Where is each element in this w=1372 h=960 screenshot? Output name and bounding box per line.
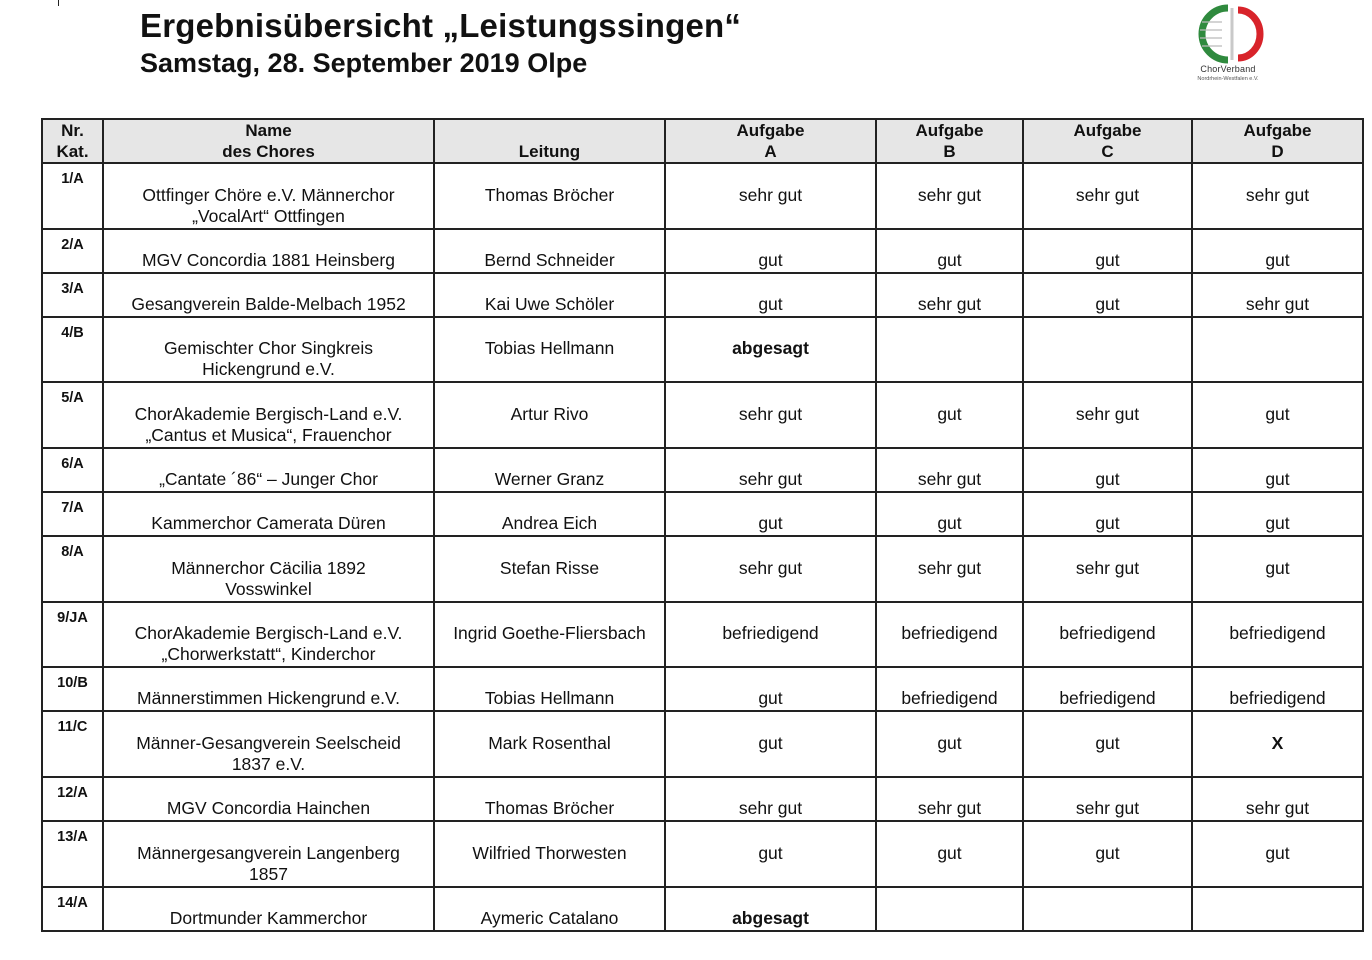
cell-name: Männerchor Cäcilia 1892 Vosswinkel — [103, 536, 434, 602]
cell-aufgabe-a: gut — [665, 711, 876, 777]
cell-name: MGV Concordia Hainchen — [103, 777, 434, 821]
cell-aufgabe-b: sehr gut — [876, 448, 1023, 492]
cell-aufgabe-d: gut — [1192, 536, 1363, 602]
cell-aufgabe-d: sehr gut — [1192, 273, 1363, 317]
cell-leitung: Thomas Bröcher — [434, 777, 665, 821]
cell-leitung: Tobias Hellmann — [434, 317, 665, 382]
cell-aufgabe-a: sehr gut — [665, 163, 876, 229]
table-row — [42, 229, 1363, 273]
logo-subline: Nordrhein-Westfalen e.V. — [1197, 76, 1259, 82]
cell-aufgabe-c: gut — [1023, 448, 1192, 492]
cell-aufgabe-b: sehr gut — [876, 163, 1023, 229]
cell-aufgabe-c — [1023, 317, 1192, 382]
cell-leitung: Andrea Eich — [434, 492, 665, 536]
cell-leitung: Werner Granz — [434, 448, 665, 492]
cell-aufgabe-c: gut — [1023, 821, 1192, 887]
cell-aufgabe-d: gut — [1192, 492, 1363, 536]
cell-nr: 6/A — [42, 448, 103, 492]
cell-aufgabe-c: gut — [1023, 273, 1192, 317]
cell-aufgabe-b — [876, 317, 1023, 382]
results-table — [41, 118, 1364, 932]
cell-nr: 14/A — [42, 887, 103, 931]
cell-nr: 4/B — [42, 317, 103, 382]
cell-aufgabe-a: sehr gut — [665, 382, 876, 448]
header-nr-kat: Nr. Kat. — [42, 119, 103, 163]
table-row — [42, 382, 1363, 448]
cell-aufgabe-a: befriedigend — [665, 602, 876, 667]
cell-aufgabe-c: sehr gut — [1023, 382, 1192, 448]
cell-aufgabe-a: gut — [665, 273, 876, 317]
cell-name: Männerstimmen Hickengrund e.V. — [103, 667, 434, 711]
cell-leitung: Stefan Risse — [434, 536, 665, 602]
cell-name: Männergesangverein Langenberg 1857 — [103, 821, 434, 887]
cell-aufgabe-b: befriedigend — [876, 602, 1023, 667]
cell-aufgabe-b: gut — [876, 382, 1023, 448]
cell-name: Kammerchor Camerata Düren — [103, 492, 434, 536]
cell-aufgabe-b: gut — [876, 821, 1023, 887]
cell-name: Ottfinger Chöre e.V. Männerchor „VocalArt“ Ottfingen — [103, 163, 434, 229]
cell-leitung: Ingrid Goethe-Fliersbach — [434, 602, 665, 667]
cell-aufgabe-a: gut — [665, 492, 876, 536]
table-header-row — [42, 119, 1363, 163]
cell-aufgabe-a: gut — [665, 229, 876, 273]
cell-name: Männer-Gesangverein Seelscheid 1837 e.V. — [103, 711, 434, 777]
cell-name: Gesangverein Balde-Melbach 1952 — [103, 273, 434, 317]
table-row — [42, 821, 1363, 887]
logo-name: ChorVerband — [1200, 64, 1256, 74]
cell-aufgabe-d: gut — [1192, 448, 1363, 492]
cell-aufgabe-a: sehr gut — [665, 536, 876, 602]
cell-nr: 7/A — [42, 492, 103, 536]
cell-leitung: Tobias Hellmann — [434, 667, 665, 711]
cell-nr: 2/A — [42, 229, 103, 273]
cell-aufgabe-c: sehr gut — [1023, 163, 1192, 229]
cell-aufgabe-d: sehr gut — [1192, 163, 1363, 229]
cell-name: Dortmunder Kammerchor — [103, 887, 434, 931]
table-row — [42, 492, 1363, 536]
cell-aufgabe-b: sehr gut — [876, 777, 1023, 821]
table-row — [42, 667, 1363, 711]
cell-leitung: Wilfried Thorwesten — [434, 821, 665, 887]
cell-aufgabe-a: abgesagt — [665, 887, 876, 931]
cell-nr: 8/A — [42, 536, 103, 602]
cell-aufgabe-d: befriedigend — [1192, 667, 1363, 711]
cell-name: ChorAkademie Bergisch-Land e.V. „Cantus et Musica“, Frauenchor — [103, 382, 434, 448]
corner-mark — [58, 0, 59, 6]
cell-leitung: Bernd Schneider — [434, 229, 665, 273]
header-aufgabe-b: Aufgabe B — [876, 119, 1023, 163]
cell-aufgabe-c: gut — [1023, 229, 1192, 273]
cell-aufgabe-d — [1192, 317, 1363, 382]
cell-aufgabe-d: gut — [1192, 229, 1363, 273]
table-row — [42, 602, 1363, 667]
cell-aufgabe-a: sehr gut — [665, 448, 876, 492]
cell-aufgabe-a: gut — [665, 821, 876, 887]
cell-aufgabe-b: sehr gut — [876, 536, 1023, 602]
cell-aufgabe-a: sehr gut — [665, 777, 876, 821]
cell-nr: 11/C — [42, 711, 103, 777]
cell-aufgabe-d: sehr gut — [1192, 777, 1363, 821]
cell-leitung: Thomas Bröcher — [434, 163, 665, 229]
cell-leitung: Mark Rosenthal — [434, 711, 665, 777]
cell-aufgabe-d: befriedigend — [1192, 602, 1363, 667]
cell-aufgabe-c — [1023, 887, 1192, 931]
cell-aufgabe-c: sehr gut — [1023, 777, 1192, 821]
table-row — [42, 273, 1363, 317]
header-aufgabe-c: Aufgabe C — [1023, 119, 1192, 163]
cell-nr: 3/A — [42, 273, 103, 317]
cell-aufgabe-d: gut — [1192, 382, 1363, 448]
cell-aufgabe-b: gut — [876, 711, 1023, 777]
header-aufgabe-d: Aufgabe D — [1192, 119, 1363, 163]
cell-leitung: Artur Rivo — [434, 382, 665, 448]
cell-name: MGV Concordia 1881 Heinsberg — [103, 229, 434, 273]
header-aufgabe-a: Aufgabe A — [665, 119, 876, 163]
document-header — [140, 6, 741, 80]
cell-nr: 9/JA — [42, 602, 103, 667]
cell-aufgabe-c: gut — [1023, 492, 1192, 536]
cell-aufgabe-c: gut — [1023, 711, 1192, 777]
cell-name: „Cantate ´86“ – Junger Chor — [103, 448, 434, 492]
document-title: Ergebnisübersicht „Leistungssingen“ — [140, 7, 742, 44]
cell-nr: 1/A — [42, 163, 103, 229]
cell-aufgabe-c: sehr gut — [1023, 536, 1192, 602]
table-row — [42, 887, 1363, 931]
table-row — [42, 777, 1363, 821]
cell-aufgabe-c: befriedigend — [1023, 602, 1192, 667]
cell-name: ChorAkademie Bergisch-Land e.V. „Chorwerkstatt“, Kinderchor — [103, 602, 434, 667]
cell-aufgabe-d: X — [1192, 711, 1363, 777]
cell-aufgabe-b — [876, 887, 1023, 931]
cell-aufgabe-b: gut — [876, 229, 1023, 273]
cell-nr: 12/A — [42, 777, 103, 821]
cell-leitung: Kai Uwe Schöler — [434, 273, 665, 317]
cell-aufgabe-b: gut — [876, 492, 1023, 536]
table-row — [42, 536, 1363, 602]
table-row — [42, 163, 1363, 229]
cell-aufgabe-a: gut — [665, 667, 876, 711]
table-row — [42, 448, 1363, 492]
header-name: Name des Chores — [103, 119, 434, 163]
table-row — [42, 711, 1363, 777]
cell-aufgabe-d — [1192, 887, 1363, 931]
cell-nr: 5/A — [42, 382, 103, 448]
cell-nr: 13/A — [42, 821, 103, 887]
cell-nr: 10/B — [42, 667, 103, 711]
cell-aufgabe-d: gut — [1192, 821, 1363, 887]
cell-aufgabe-c: befriedigend — [1023, 667, 1192, 711]
cell-leitung: Aymeric Catalano — [434, 887, 665, 931]
cell-aufgabe-b: befriedigend — [876, 667, 1023, 711]
cell-name: Gemischter Chor Singkreis Hickengrund e.V. — [103, 317, 434, 382]
header-leitung: Leitung — [434, 119, 665, 163]
cell-aufgabe-a: abgesagt — [665, 317, 876, 382]
cell-aufgabe-b: sehr gut — [876, 273, 1023, 317]
table-row — [42, 317, 1363, 382]
document-subtitle: Samstag, 28. September 2019 Olpe — [140, 48, 588, 78]
